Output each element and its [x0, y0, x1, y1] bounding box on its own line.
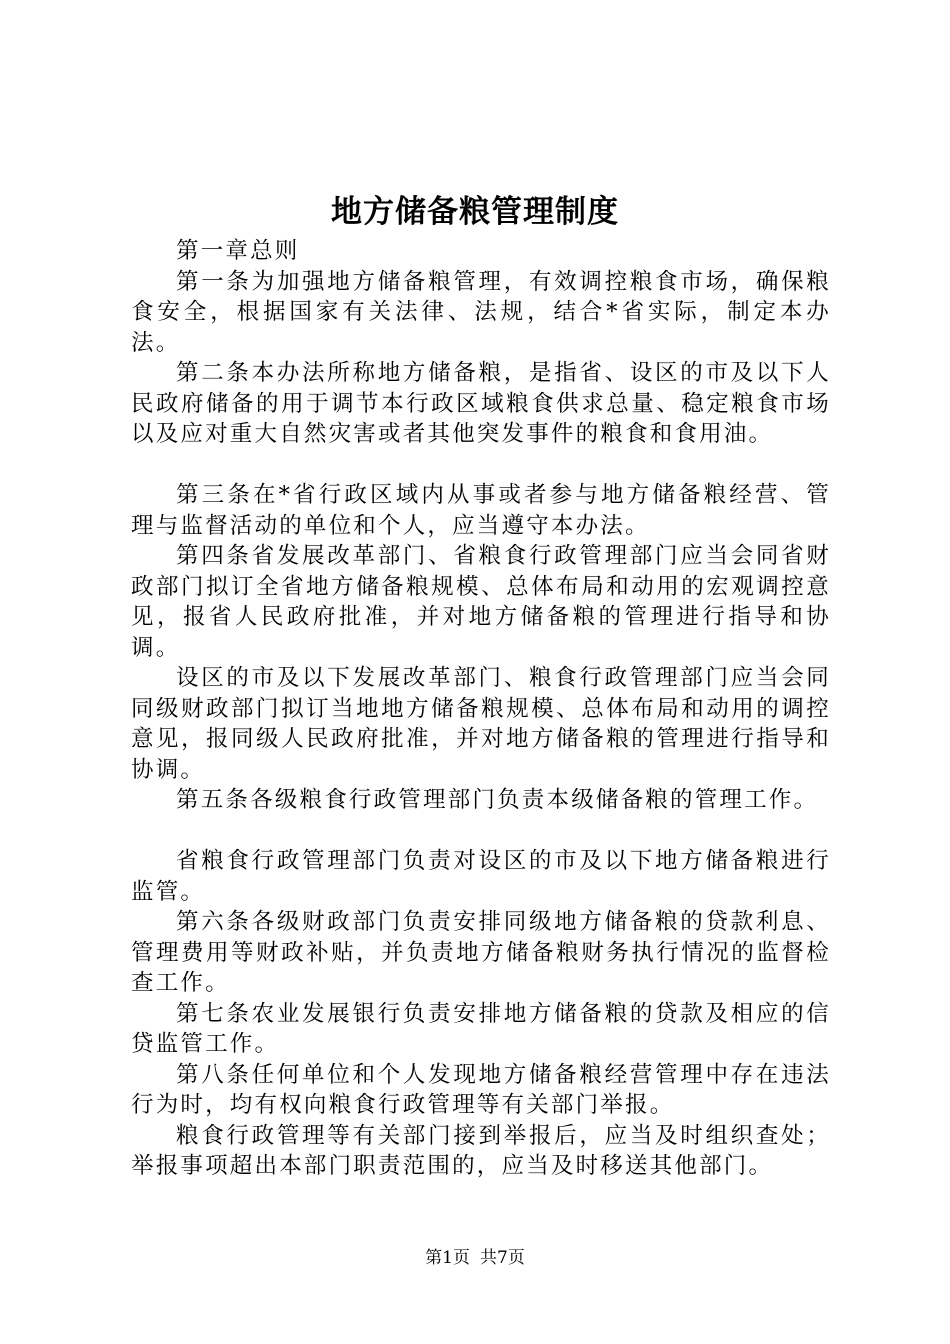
article-paragraph: 第五条各级粮食行政管理部门负责本级储备粮的管理工作。 — [176, 787, 819, 813]
article-paragraph: 第六条各级财政部门负责安排同级地方储备粮的贷款利息、管理费用等财政补贴，并负责地方储备粮财务执行情况的监督检查工作。 — [131, 909, 831, 996]
article-paragraph: 第三条在*省行政区域内从事或者参与地方储备粮经营、管理与监督活动的单位和个人，应当遵守本办法。 — [131, 482, 831, 539]
article-paragraph: 第四条省发展改革部门、省粮食行政管理部门应当会同省财政部门拟订全省地方储备粮规模、总体布局和动用的宏观调控意见，报省人民政府批准，并对地方储备粮的管理进行指导和协调。 — [131, 543, 831, 661]
chapter-heading: 第一章总则 — [176, 238, 300, 264]
page-title: 地方储备粮管理制度 — [331, 194, 619, 230]
article-paragraph: 第一条为加强地方储备粮管理，有效调控粮食市场，确保粮食安全，根据国家有关法律、法规，结合*省实际，制定本办法。 — [131, 268, 831, 356]
article-paragraph: 第七条农业发展银行负责安排地方储备粮的贷款及相应的信贷监管工作。 — [131, 1000, 831, 1057]
article-paragraph: 设区的市及以下发展改革部门、粮食行政管理部门应当会同同级财政部门拟订当地地方储备粮规模、总体布局和动用的调控意见，报同级人民政府批准，并对地方储备粮的管理进行指导和协调。 — [131, 665, 831, 783]
page-total: 共7页 — [480, 1248, 525, 1268]
article-paragraph: 粮食行政管理等有关部门接到举报后，应当及时组织查处；举报事项超出本部门职责范围的，应当及时移送其他部门。 — [131, 1122, 831, 1179]
page-footer — [0, 1243, 950, 1268]
article-paragraph: 省粮食行政管理部门负责对设区的市及以下地方储备粮进行监管。 — [131, 848, 831, 905]
article-paragraph: 第二条本办法所称地方储备粮，是指省、设区的市及以下人民政府储备的用于调节本行政区域粮食供求总量、稳定粮食市场以及应对重大自然灾害或者其他突发事件的粮食和食用油。 — [131, 360, 831, 447]
page-number: 第1页 — [425, 1248, 470, 1268]
document-body — [131, 236, 831, 1182]
article-paragraph: 第八条任何单位和个人发现地方储备粮经营管理中存在违法行为时，均有权向粮食行政管理等有关部门举报。 — [131, 1061, 831, 1118]
